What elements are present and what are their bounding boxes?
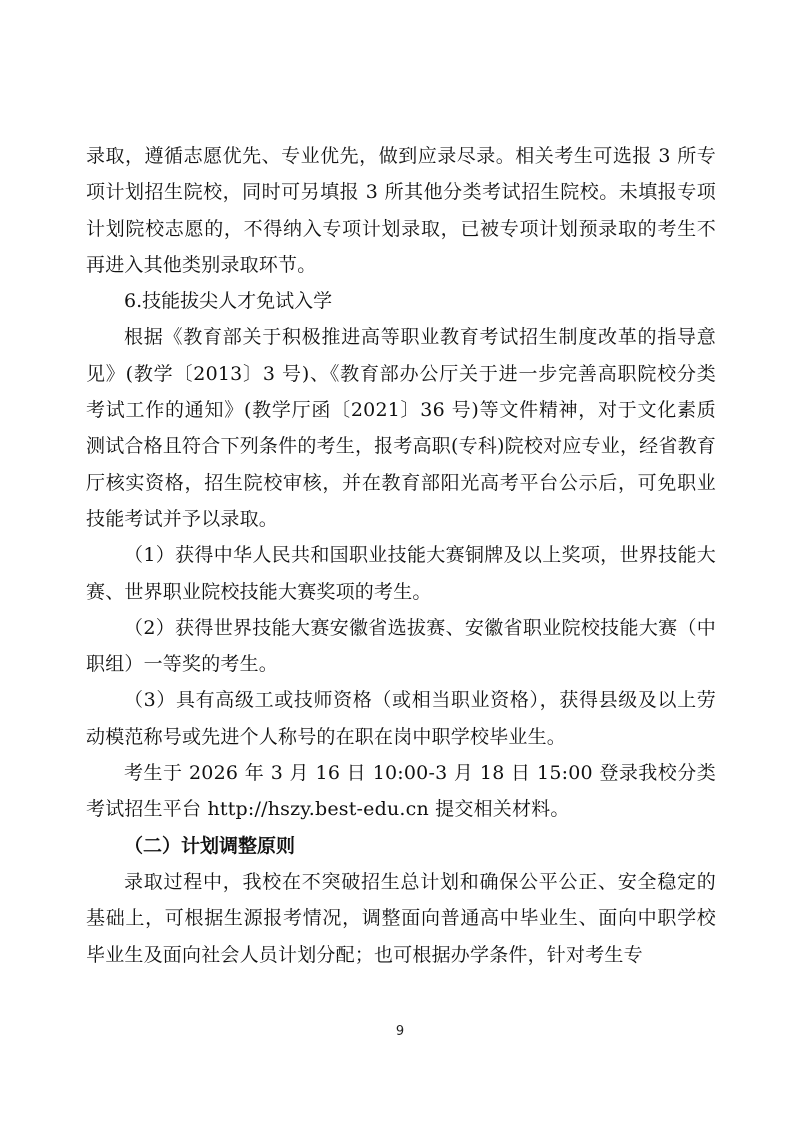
paragraph-condition-2: （2）获得世界技能大赛安徽省选拔赛、安徽省职业院校技能大赛（中职组）一等奖的考生。 — [86, 616, 716, 676]
heading-plan-adjustment: （二）计划调整原则 — [124, 834, 296, 857]
heading-skill-talent-exemption: 6.技能拔尖人才免试入学 — [124, 290, 333, 313]
paragraph-condition-3: （3）具有高级工或技师资格（或相当职业资格），获得县级及以上劳动模范称号或先进个人称号的在职在岗中职学校毕业生。 — [86, 689, 716, 748]
paragraph-policy-basis: 根据《教育部关于积极推进高等职业教育考试招生制度改革的指导意见》(教学〔2013〕3 号)、《教育部办公厅关于进一步完善高职院校分类考试工作的通知》(教学厅函〔2021〕36 号)等文件精神，对于文化素质测试合格且符合下列条件的考生，报考高职(专科)院校对应专业，经省教育厅核实资格，招生院校审核，并在教育部阳光高考平台公示后，可免职业技能考试并予以录取。 — [86, 326, 716, 530]
page-number: 9 — [395, 1024, 405, 1039]
paragraph-condition-1: （1）获得中华人民共和国职业技能大赛铜牌及以上奖项，世界技能大赛、世界职业院校技能大赛奖项的考生。 — [86, 544, 716, 603]
document-body — [86, 138, 716, 973]
paragraph-admission-continuation: 录取，遵循志愿优先、专业优先，做到应录尽录。相关考生可选报 3 所专项计划招生院校，同时可另填报 3 所其他分类考试招生院校。未填报专项计划院校志愿的，不得纳入专项计划录取，已被专项计划预录取的考生不再进入其他类别录取环节。 — [86, 145, 716, 276]
paragraph-submission-info: 考生于 2026 年 3 月 16 日 10:00-3 月 18 日 15:00 登录我校分类考试招生平台 http://hszy.best-edu.cn 提交相关材料。 — [86, 762, 716, 821]
paragraph-plan-adjustment: 录取过程中，我校在不突破招生总计划和确保公平公正、安全稳定的基础上，可根据生源报考情况，调整面向普通高中毕业生、面向中职学校毕业生及面向社会人员计划分配；也可根据办学条件，针对考生专 — [86, 870, 716, 966]
